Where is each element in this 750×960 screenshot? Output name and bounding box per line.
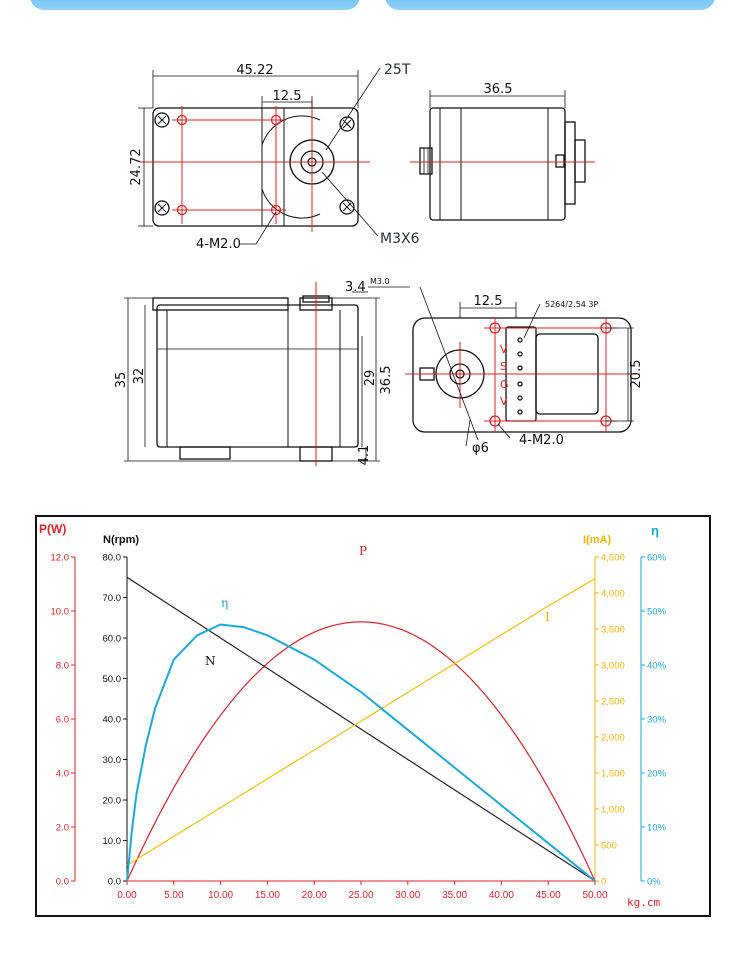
rear-view-centerlines: [405, 318, 640, 432]
side-view-body: [430, 108, 565, 220]
annotation-N: N: [205, 654, 216, 668]
annotation-eta: η: [221, 596, 229, 610]
rear-view-drawing: [413, 318, 631, 432]
dim-shaft-offset-label: 3.4: [345, 280, 366, 295]
front-view-body: [157, 305, 358, 447]
tick-label-P: 10.0: [50, 606, 69, 618]
dim-width-label: 45.22: [236, 63, 274, 78]
annotation-I: I: [545, 610, 550, 624]
axis-title-eta: η: [651, 523, 659, 538]
tick-label-N: 0.0: [107, 876, 121, 888]
tick-label-P: 8.0: [55, 660, 69, 672]
dim-body-height-label: 32: [132, 367, 147, 385]
tick-label-N: 60.0: [102, 633, 121, 645]
tick-label-I: 3,500: [601, 624, 625, 636]
x-tick-label: 20.00: [301, 890, 327, 901]
tick-label-P: 2.0: [55, 822, 69, 834]
tick-label-I: 3,000: [601, 660, 625, 672]
pin-v2-label: V: [500, 395, 508, 408]
tick-label-N: 20.0: [102, 795, 121, 807]
tick-label-I: 2,000: [601, 732, 625, 744]
tick-label-eta: 50%: [647, 606, 667, 618]
series-line-P: [127, 622, 595, 881]
tick-label-N: 80.0: [102, 552, 121, 564]
series-line-N: [127, 577, 595, 881]
header-tab-right[interactable]: [385, 0, 715, 10]
axis-title-P: P(W): [39, 522, 67, 536]
tick-label-eta: 30%: [647, 714, 667, 726]
top-view-drawing: [153, 108, 358, 226]
x-tick-label: 0.00: [117, 890, 137, 901]
side-view-drawing: [420, 108, 585, 220]
dim-shaft-dia-label: φ6: [472, 441, 489, 456]
tick-label-I: 0: [601, 876, 607, 888]
tick-label-P: 0.0: [55, 876, 69, 888]
pin-g-label: G: [500, 378, 509, 391]
pin-s-label: S: [500, 360, 507, 373]
dim-mount-holes-label: 4-M2.0: [196, 237, 241, 252]
tick-label-P: 6.0: [55, 714, 69, 726]
dim-depth-label: 36.5: [483, 82, 513, 97]
x-tick-label: 25.00: [348, 890, 374, 901]
performance-chart-frame: [35, 515, 711, 917]
rear-view-dimension-lines: [420, 287, 634, 446]
axis-title-I: I(mA): [583, 534, 612, 546]
tick-label-eta: 40%: [647, 660, 667, 672]
x-tick-label: 45.00: [535, 890, 561, 901]
top-view-centerlines: [140, 100, 370, 232]
tick-label-N: 50.0: [102, 674, 121, 685]
x-tick-label: 30.00: [395, 890, 421, 901]
dim-screw-label: M3X6: [380, 231, 420, 247]
x-tick-label: 5.00: [164, 890, 184, 901]
dim-rear-mount-holes-label: 4-M2.0: [519, 433, 564, 448]
tick-label-N: 30.0: [102, 755, 121, 766]
tick-label-N: 70.0: [102, 593, 121, 604]
dimension-drawings: [0, 30, 750, 500]
dim-total-height-label: 36.5: [379, 365, 394, 395]
tick-label-I: 4,500: [601, 552, 625, 564]
dim-screw-spec-label: M3.0: [370, 277, 390, 286]
top-view-body: [153, 108, 358, 226]
dim-spline-label: 25T: [384, 62, 411, 78]
dim-bottom-offset-label: 4.1: [357, 444, 372, 466]
top-view-dimension-lines: [138, 68, 380, 244]
tick-label-P: 4.0: [55, 768, 69, 780]
tick-label-I: 4,000: [601, 588, 625, 600]
tick-label-I: 1,000: [601, 804, 625, 816]
x-tick-label: 50.00: [582, 890, 608, 901]
tick-label-eta: 20%: [647, 768, 667, 780]
dim-connector-label: 5264/2.54 3P: [545, 300, 599, 309]
dim-outer-height-label: 35: [114, 371, 129, 389]
front-view-drawing: [153, 296, 358, 461]
x-tick-label: 40.00: [488, 890, 514, 901]
header-tab-left[interactable]: [30, 0, 360, 10]
tick-label-N: 40.0: [102, 714, 121, 726]
dim-spline-offset-label: 12.5: [272, 89, 302, 104]
tick-label-I: 500: [601, 840, 617, 852]
tick-label-eta: 10%: [647, 822, 667, 834]
dim-connector-offset-label: 12.5: [473, 294, 503, 309]
tick-label-eta: 60%: [647, 552, 667, 564]
dim-lower-height-label: 29: [363, 369, 378, 387]
tick-label-P: 12.0: [50, 552, 69, 564]
performance-chart: [37, 517, 709, 915]
annotation-P: P: [359, 544, 368, 558]
x-tick-label: 10.00: [208, 890, 234, 901]
tick-label-I: 2,500: [601, 696, 625, 708]
dim-rear-height-label: 20.5: [629, 359, 644, 389]
x-axis-title: kg.cm: [627, 896, 661, 909]
tick-label-N: 10.0: [102, 836, 121, 847]
axis-title-N: N(rpm): [103, 534, 140, 546]
x-tick-label: 35.00: [442, 890, 468, 901]
tick-label-eta: 0%: [647, 876, 661, 888]
tick-label-I: 1,500: [601, 768, 625, 780]
series-line-eta: [127, 625, 595, 882]
dim-height-label: 24.72: [129, 148, 144, 186]
pin-v1-label: V: [500, 343, 508, 356]
x-tick-label: 15.00: [254, 890, 280, 901]
